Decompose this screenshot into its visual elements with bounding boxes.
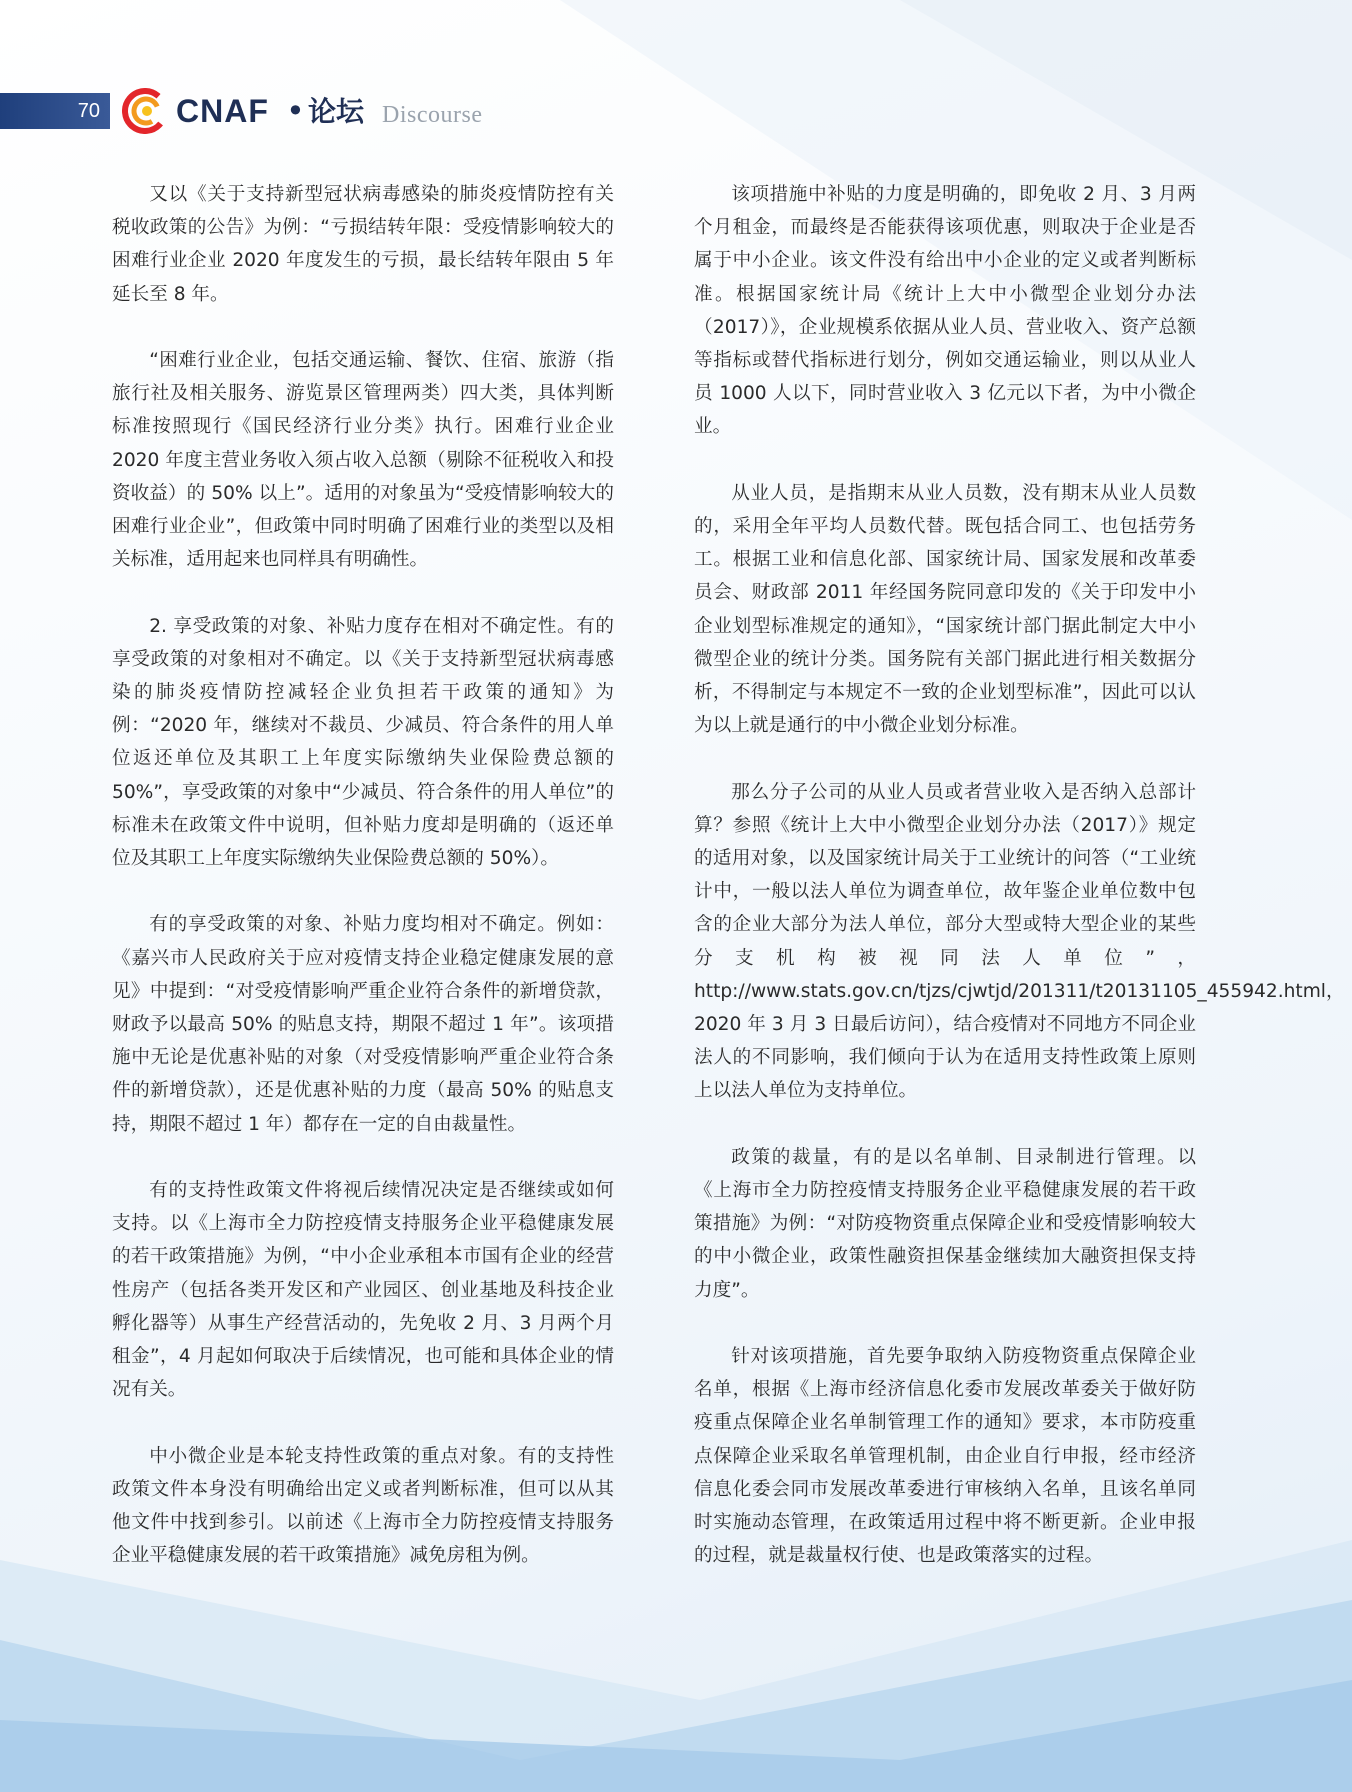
page-header [0, 88, 560, 134]
paragraph: “困难行业企业，包括交通运输、餐饮、住宿、旅游（指旅行社及相关服务、游览景区管理两类）四大类，具体判断标准按照现行《国民经济行业分类》执行。困难行业企业 2020 年度主营业务收入须占收入总额（剔除不征税收入和投资收益）的 50% 以上”。适用的对象虽为“受疫情影响较大的困难行业企业”，但政策中同时明确了困难行业的类型以及相关标准，适用起来也同样具有明确性。 [112, 350, 614, 571]
brand-name: CNAF [176, 93, 269, 129]
right-column [694, 178, 1345, 1572]
section-title-cn: 论坛 [308, 95, 365, 128]
section-title-en: Discourse [382, 102, 483, 128]
paragraph: 又以《关于支持新型冠状病毒感染的肺炎疫情防控有关税收政策的公告》为例：“亏损结转年限：受疫情影响较大的困难行业企业 2020 年度发生的亏损，最长结转年限由 5 年延长至 8 年。 [112, 184, 614, 305]
left-column [112, 178, 614, 1572]
paragraph: 该项措施中补贴的力度是明确的，即免收 2 月、3 月两个月租金，而最终是否能获得该项优惠，则取决于企业是否属于中小企业。该文件没有给出中小企业的定义或者判断标准。根据国家统计局《统计上大中小微型企业划分办法（2017）》，企业规模系依据从业人员、营业收入、资产总额等指标或替代指标进行划分，例如交通运输业，则以从业人员 1000 人以下，同时营业收入 3 亿元以下者，为中小微企业。 [694, 184, 1196, 438]
header-separator: • [286, 92, 305, 130]
paragraph: 中小微企业是本轮支持性政策的重点对象。有的支持性政策文件本身没有明确给出定义或者判断标准，但可以从其他文件中找到参引。以前述《上海市全力防控疫情支持服务企业平稳健康发展的若干政策措施》减免房租为例。 [112, 1445, 614, 1567]
paragraph: 有的支持性政策文件将视后续情况决定是否继续或如何支持。以《上海市全力防控疫情支持服务企业平稳健康发展的若干政策措施》为例，“中小企业承租本市国有企业的经营性房产（包括各类开发区和产业园区、创业基地及科技企业孵化器等）从事生产经营活动的，先免收 2 月、3 月两个月租金”，4 月起如何取决于后续情况，也可能和具体企业的情况有关。 [112, 1180, 614, 1401]
paragraph: 针对该项措施，首先要争取纳入防疫物资重点保障企业名单，根据《上海市经济信息化委市发展改革委关于做好防疫重点保障企业名单制管理工作的通知》要求，本市防疫重点保障企业采取名单管理机制，由企业自行申报，经市经济信息化委会同市发展改革委进行审核纳入名单，且该名单同时实施动态管理，在政策适用过程中将不断更新。企业申报的过程，就是裁量权行使、也是政策落实的过程。 [694, 1346, 1196, 1567]
paragraph: 政策的裁量，有的是以名单制、目录制进行管理。以《上海市全力防控疫情支持服务企业平稳健康发展的若干政策措施》为例：“对防疫物资重点保障企业和受疫情影响较大的中小微企业，政策性融资担保基金继续加大融资担保支持力度”。 [694, 1146, 1196, 1301]
cnaf-logo-icon [122, 88, 170, 134]
paragraph: 那么分子公司的从业人员或者营业收入是否纳入总部计算？参照《统计上大中小微型企业划分办法（2017）》规定的适用对象，以及国家统计局关于工业统计的问答（“工业统计中，一般以法人单位为调查单位，故年鉴企业单位数中包含的企业大部分为法人单位，部分大型或特大型企业的某些分支机构被视同法人单位”，http://www.stats.gov.cn/tjzs/cjwtjd/201311/t20131105_455942.html，2020 年 3 月 3 日最后访问），结合疫情对不同地方不同企业法人的不同影响，我们倾向于认为在适用支持性政策上原则上以法人单位为支持单位。 [694, 781, 1345, 1102]
paragraph: 有的享受政策的对象、补贴力度均相对不确定。例如：《嘉兴市人民政府关于应对疫情支持企业稳定健康发展的意见》中提到：“对受疫情影响严重企业符合条件的新增贷款，财政予以最高 50% 的贴息支持，期限不超过 1 年”。该项措施中无论是优惠补贴的对象（对受疫情影响严重企业符合条件的新增贷款），还是优惠补贴的力度（最高 50% 的贴息支持，期限不超过 1 年）都存在一定的自由裁量性。 [112, 914, 614, 1135]
paragraph: 从业人员，是指期末从业人员数，没有期末从业人员数的，采用全年平均人员数代替。既包括合同工、也包括劳务工。根据工业和信息化部、国家统计局、国家发展和改革委员会、财政部 2011 年经国务院同意印发的《关于印发中小企业划型标准规定的通知》，“国家统计部门据此制定大中小微型企业的统计分类。国务院有关部门据此进行相关数据分析，不得制定与本规定不一致的企业划型标准”，因此可以认为以上就是通行的中小微企业划分标准。 [694, 482, 1196, 737]
paragraph: 2. 享受政策的对象、补贴力度存在相对不确定性。有的享受政策的对象相对不确定。以《关于支持新型冠状病毒感染的肺炎疫情防控减轻企业负担若干政策的通知》为例：“2020 年，继续对不裁员、少减员、符合条件的用人单位返还单位及其职工上年度实际缴纳失业保险费总额的 50%”，享受政策的对象中“少减员、符合条件的用人单位”的标准未在政策文件中说明，但补贴力度却是明确的（返还单位及其职工上年度实际缴纳失业保险费总额的 50%）。 [112, 615, 614, 870]
page-number: 70 [0, 93, 110, 129]
